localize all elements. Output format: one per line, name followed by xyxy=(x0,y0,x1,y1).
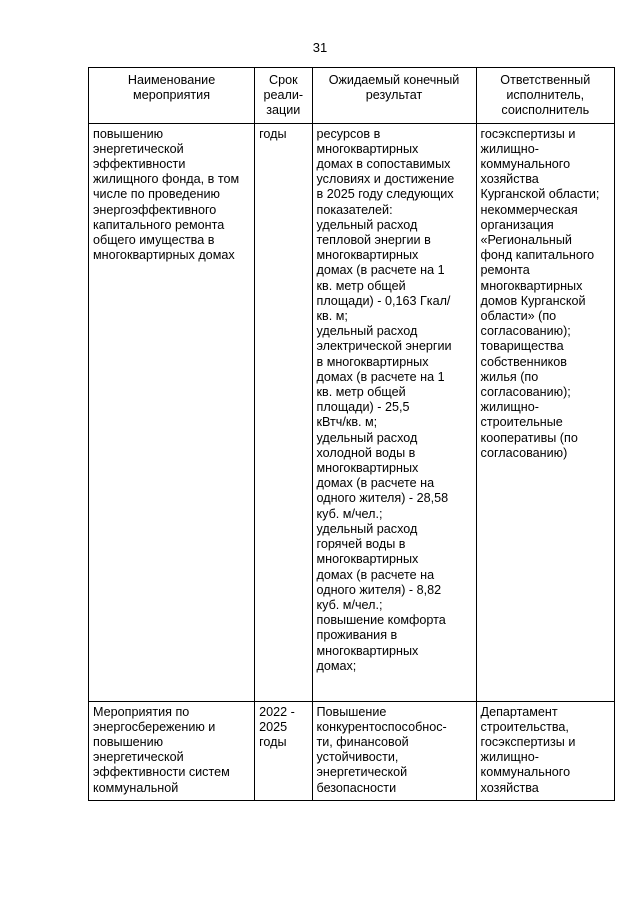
table-row xyxy=(89,123,615,701)
cell-expected-result xyxy=(312,701,476,800)
cell-term-text: годы xyxy=(259,126,287,141)
header-expected-result xyxy=(312,68,476,124)
cell-activity-name xyxy=(89,701,255,800)
cell-term xyxy=(255,701,312,800)
activities-table xyxy=(88,67,615,801)
cell-activity-name xyxy=(89,123,255,701)
cell-responsible xyxy=(476,123,614,701)
cell-expected-result xyxy=(312,123,476,701)
cell-term xyxy=(255,123,312,701)
page-number: 31 xyxy=(312,40,328,55)
cell-activity-name-text: Мероприятия по энергосбережению и повышению энергетической эффективности систем коммунальной xyxy=(93,704,230,795)
cell-expected-result-text: Повышение конкурентоспособнос- ти, финансовой устойчивости, энергетической безопасности xyxy=(316,704,447,795)
header-expected-result-text: Ожидаемый конечный результат xyxy=(328,73,460,103)
header-responsible-text: Ответственный исполнитель, соисполнитель xyxy=(500,73,591,118)
header-activity-name xyxy=(89,68,255,124)
header-term-text: Срок реали- зации xyxy=(263,73,304,118)
table-header-row xyxy=(89,68,615,124)
cell-responsible-text: Департамент строительства, госэкспертизы и жилищно- коммунального хозяйства xyxy=(480,704,576,795)
cell-expected-result-text: ресурсов в многоквартирных домах в сопоставимых условиях и достижение в 2025 году следующих показателей: удельный расход тепловой энергии в многоквартирных домах (в расчете на 1 кв. метр общей площади) - 0,163 Гкал/ кв. м; удельный расход электрической энергии в многоквартирных домах (в расчете на 1 кв. метр общей площади) - 25,5 кВтч/кв. м; удельный расход холодной воды в многоквартирных домах (в расчете на одного жителя) - 28,58 куб. м/чел.; удельный расход горячей воды в многоквартирных домах (в расчете на одного жителя) - 8,82 куб. м/чел.; повышение комфорта проживания в многоквартирных домах; xyxy=(316,126,455,673)
cell-responsible-text: госэкспертизы и жилищно- коммунального хозяйства Курганской области; некоммерческая организация «Региональный фонд капитального ремонта многоквартирных домов Курганской области» (по согласованию); товарищества собственников жилья (по согласованию); жилищно- строительные кооперативы (по согласованию) xyxy=(480,126,600,460)
header-term xyxy=(255,68,312,124)
cell-activity-name-text: повышению энергетической эффективности жилищного фонда, в том числе по проведению энергоэффективного капитального ремонта общего имущества в многоквартирных домах xyxy=(93,126,240,263)
table-row xyxy=(89,701,615,800)
header-activity-name-text: Наименование мероприятия xyxy=(127,73,216,103)
cell-responsible xyxy=(476,701,614,800)
cell-term-text: 2022 - 2025 годы xyxy=(259,704,295,750)
header-responsible xyxy=(476,68,614,124)
